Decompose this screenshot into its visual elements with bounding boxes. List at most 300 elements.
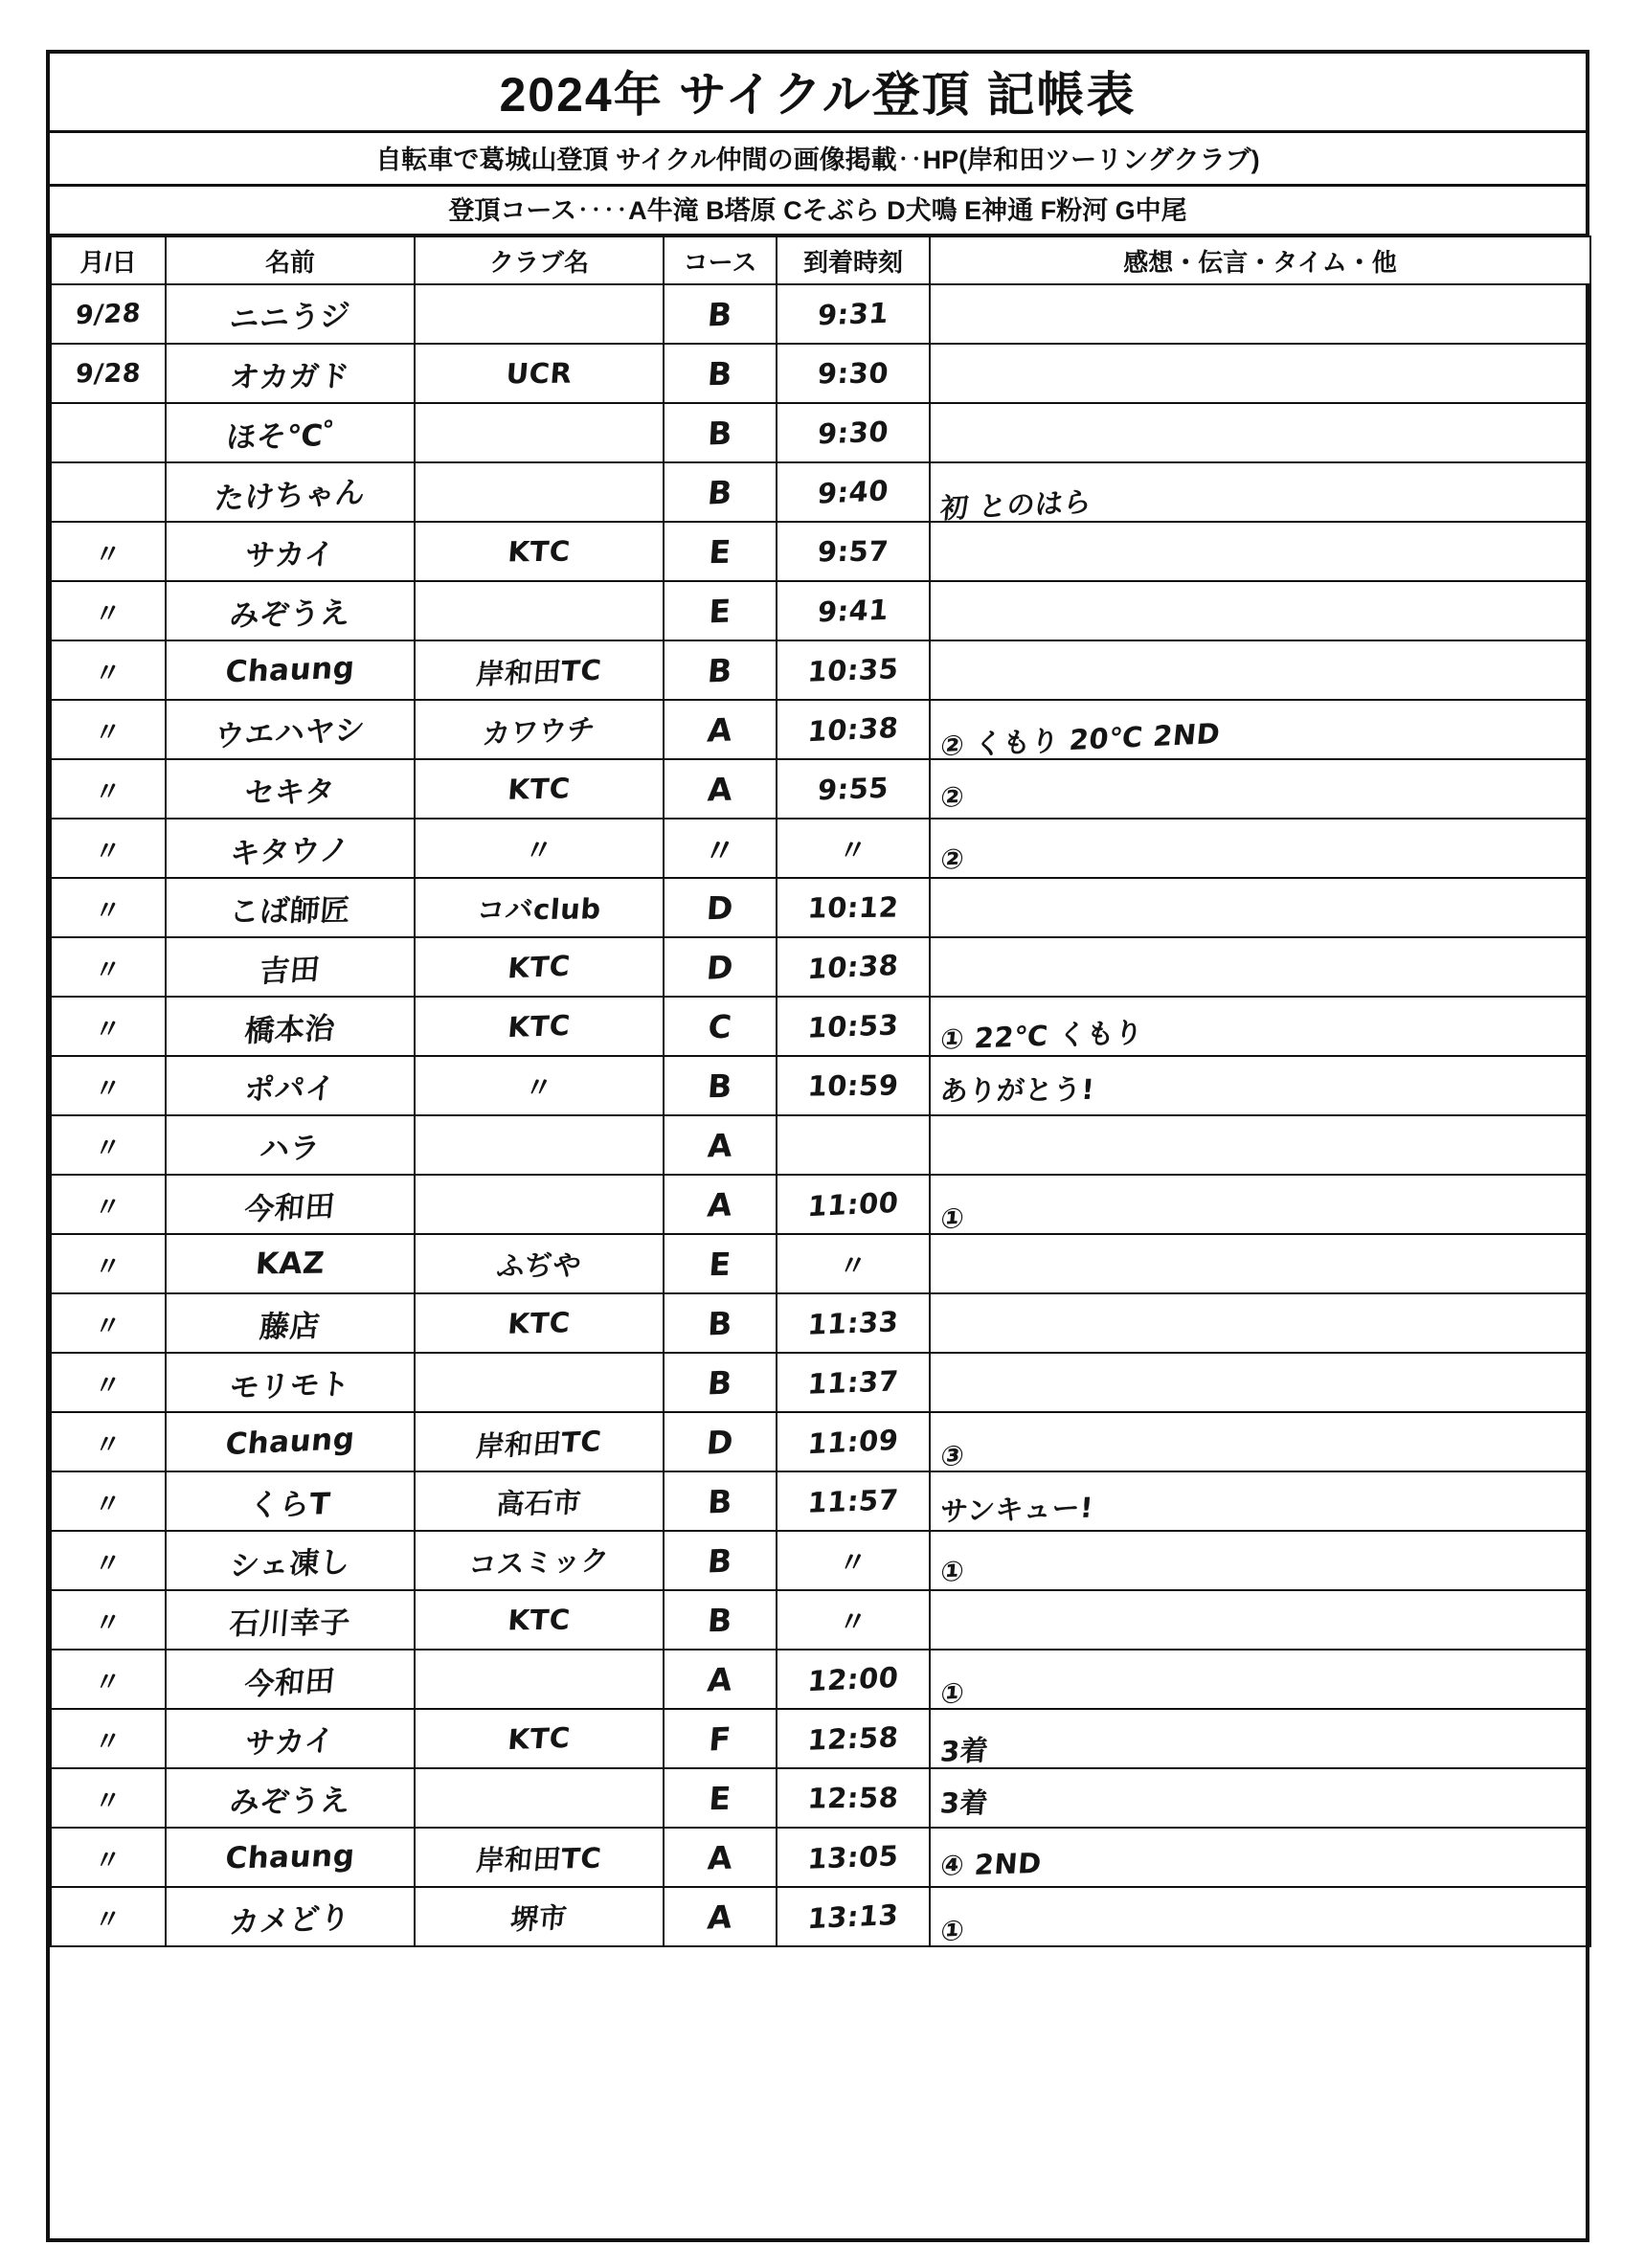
cell-date-text: 〃 (93, 1132, 123, 1164)
cell-course-text: B (706, 472, 734, 512)
cell-notes-text (931, 1260, 1589, 1267)
cell-name (166, 1056, 415, 1115)
cell-club-text: KTC (507, 1306, 572, 1340)
cell-name (166, 759, 415, 819)
cell-course (664, 937, 777, 997)
cell-notes (930, 284, 1590, 344)
cell-course (664, 1828, 777, 1887)
column-header-name: 名前 (166, 236, 415, 284)
cell-date-text: 〃 (93, 1428, 123, 1461)
cell-notes-text (931, 303, 1589, 326)
cell-notes-text (931, 952, 1589, 981)
cell-course-text: E (707, 1779, 733, 1817)
cell-club (415, 878, 664, 937)
cell-date (51, 1828, 166, 1887)
table-row (51, 1887, 1590, 1946)
table-row (51, 1175, 1590, 1234)
cell-name-text: こば師匠 (228, 892, 352, 930)
table-row (51, 1768, 1590, 1828)
cell-date-text: 〃 (93, 1488, 123, 1520)
cell-date (51, 1471, 166, 1531)
cell-date-text: 〃 (93, 954, 123, 986)
cell-name (166, 522, 415, 581)
page-title: 2024年 サイクル登頂 記帳表 (499, 68, 1137, 122)
cell-name (166, 1709, 415, 1768)
cell-notes (930, 1234, 1590, 1293)
cell-time (777, 997, 930, 1056)
cell-course-text: E (708, 592, 732, 630)
cell-notes-text (931, 370, 1589, 376)
cell-name-text: Chaung (223, 1838, 357, 1876)
cell-name (166, 581, 415, 640)
cell-date-text: 〃 (93, 1903, 123, 1936)
table-row (51, 581, 1590, 640)
cell-name-text: カメどり (228, 1899, 352, 1941)
cell-club-text (416, 486, 663, 498)
cell-club (415, 819, 664, 878)
cell-club (415, 581, 664, 640)
cell-time (777, 1650, 930, 1709)
cell-club-text (416, 1142, 663, 1147)
cell-course (664, 344, 777, 403)
cell-club-text: UCR (505, 356, 574, 391)
cell-time-text: 9:31 (816, 296, 890, 332)
cell-club-text (416, 1797, 663, 1800)
cell-time (777, 878, 930, 937)
cell-time (777, 759, 930, 819)
cell-time (777, 1056, 930, 1115)
cell-course (664, 522, 777, 581)
cell-name (166, 878, 415, 937)
cell-notes-text (931, 1136, 1589, 1154)
table-row (51, 1353, 1590, 1412)
cell-time (777, 1709, 930, 1768)
cell-name (166, 640, 415, 700)
cell-name-text: セキタ (243, 774, 337, 811)
cell-time-text: 12:58 (806, 1781, 900, 1815)
cell-notes (930, 937, 1590, 997)
cell-date (51, 1056, 166, 1115)
cell-date-text: 〃 (93, 716, 123, 749)
cell-club-text: 岸和田TC (475, 1424, 603, 1463)
cell-course-text: B (706, 1362, 734, 1403)
cell-name (166, 700, 415, 759)
table-row (51, 1412, 1590, 1471)
cell-club (415, 462, 664, 522)
cell-time-text: 10:38 (806, 948, 900, 986)
cell-notes (930, 1709, 1590, 1768)
cell-course-text: 〃 (702, 830, 738, 870)
cell-time-text: 9:57 (816, 534, 890, 569)
cell-club (415, 1293, 664, 1353)
cell-time-text: 12:58 (806, 1720, 900, 1757)
table-row (51, 1115, 1590, 1175)
cell-name (166, 1412, 415, 1471)
cell-notes-text: ② (938, 780, 966, 814)
cell-date (51, 937, 166, 997)
cell-course-text: B (707, 1304, 733, 1342)
cell-course-text: A (706, 1897, 734, 1937)
cell-date (51, 581, 166, 640)
cell-name-text: 今和田 (242, 1188, 337, 1227)
cell-club (415, 1175, 664, 1234)
cell-date (51, 1175, 166, 1234)
cell-time (777, 1768, 930, 1828)
cell-notes-text: ① 22℃ くもり (938, 1015, 1145, 1056)
cell-notes (930, 997, 1590, 1056)
cell-time (777, 819, 930, 878)
table-row (51, 1293, 1590, 1353)
cell-notes-text: ① (938, 1675, 966, 1711)
cell-time-text: 11:57 (806, 1483, 900, 1519)
cell-course-text: F (707, 1719, 733, 1758)
cell-course-text: B (707, 414, 733, 452)
cell-club (415, 1115, 664, 1175)
cell-notes (930, 819, 1590, 878)
cell-date-text: 〃 (93, 895, 123, 926)
cell-club-text: カワウチ (481, 711, 597, 751)
column-header-time: 到着時刻 (777, 236, 930, 284)
cell-name (166, 403, 415, 462)
cell-date (51, 1590, 166, 1650)
cell-date-text: 〃 (93, 775, 123, 808)
cell-course-text: A (706, 1184, 734, 1224)
cell-name (166, 1471, 415, 1531)
cell-time (777, 1293, 930, 1353)
cell-club-text: 堺市 (508, 1900, 569, 1936)
cell-notes (930, 1828, 1590, 1887)
cell-time (777, 1531, 930, 1590)
cell-notes (930, 759, 1590, 819)
cell-name-text: ほそ℃゜ (224, 417, 355, 455)
cell-name-text: 今和田 (242, 1663, 337, 1702)
table-row (51, 1471, 1590, 1531)
cell-date (51, 522, 166, 581)
cell-name-text: サカイ (243, 537, 336, 573)
table-row (51, 1056, 1590, 1115)
cell-course (664, 1412, 777, 1471)
table-row (51, 284, 1590, 344)
cell-date (51, 1887, 166, 1946)
cell-date (51, 344, 166, 403)
cell-course-text: D (705, 888, 735, 927)
cell-date-text: 〃 (93, 1547, 123, 1580)
cell-name-text: ポパイ (243, 1070, 337, 1108)
cell-time (777, 1828, 930, 1887)
cell-notes-text (931, 1616, 1589, 1623)
subtitle-line-1: 自転車で葛城山登頂 サイクル仲間の画像掲載‥HP(岸和田ツーリングクラブ) (375, 146, 1260, 174)
cell-notes (930, 640, 1590, 700)
cell-course-text: C (706, 1006, 734, 1046)
cell-course (664, 581, 777, 640)
cell-name (166, 1590, 415, 1650)
cell-time (777, 1234, 930, 1293)
cell-club (415, 1531, 664, 1590)
cell-course-text: B (707, 1482, 733, 1520)
cell-name-text: 橋本治 (242, 1010, 337, 1049)
table-row (51, 878, 1590, 937)
cell-date-text: 〃 (93, 539, 123, 570)
cell-notes-text: ③ (938, 1438, 966, 1473)
cell-notes-text: ① (938, 1201, 966, 1236)
table-row (51, 937, 1590, 997)
cell-club-text: KTC (507, 1603, 572, 1637)
cell-date-text: 〃 (93, 1310, 123, 1342)
cell-date (51, 1650, 166, 1709)
cell-name (166, 819, 415, 878)
column-header-date: 月/日 (51, 236, 166, 284)
cell-time-text: 11:09 (806, 1423, 900, 1461)
cell-course (664, 284, 777, 344)
subtitle-divider-1 (50, 184, 1586, 187)
cell-club (415, 1234, 664, 1293)
column-header-course: コース (664, 236, 777, 284)
cell-date-text (52, 430, 165, 436)
table-row (51, 403, 1590, 462)
cell-time-text: 9:30 (816, 356, 890, 391)
cell-notes-text: ② (938, 842, 966, 876)
cell-club (415, 1412, 664, 1471)
cell-date (51, 1412, 166, 1471)
column-header-notes: 感想・伝言・タイム・他 (930, 236, 1590, 284)
cell-club-text: KTC (506, 949, 573, 985)
cell-notes-text (931, 602, 1589, 619)
cell-date-text: 〃 (93, 1013, 123, 1045)
cell-club (415, 1709, 664, 1768)
cell-date (51, 640, 166, 700)
cell-club (415, 284, 664, 344)
cell-time-text: 13:05 (806, 1839, 900, 1875)
cell-date (51, 1293, 166, 1353)
cell-notes (930, 1412, 1590, 1471)
cell-club (415, 522, 664, 581)
cell-notes-text: ④ 2ND (938, 1846, 1044, 1882)
cell-notes (930, 1056, 1590, 1115)
cell-course (664, 1234, 777, 1293)
cell-club (415, 403, 664, 462)
form-frame (46, 50, 1589, 2242)
cell-notes-text (931, 904, 1589, 910)
cell-club (415, 1768, 664, 1828)
cell-course (664, 1887, 777, 1946)
cell-time (777, 1353, 930, 1412)
cell-date (51, 997, 166, 1056)
cell-date-text: 〃 (93, 1073, 123, 1104)
cell-club-text (416, 608, 663, 613)
cell-course-text: A (706, 1659, 734, 1699)
cell-name (166, 1234, 415, 1293)
cell-course (664, 462, 777, 522)
cell-club (415, 1590, 664, 1650)
cell-date-text: 〃 (93, 1666, 123, 1698)
table-row (51, 344, 1590, 403)
cell-name (166, 1768, 415, 1828)
cell-name (166, 284, 415, 344)
cell-notes (930, 403, 1590, 462)
cell-club (415, 759, 664, 819)
cell-date (51, 1115, 166, 1175)
cell-time (777, 581, 930, 640)
cell-notes (930, 522, 1590, 581)
entries-table (50, 236, 1591, 1947)
cell-date (51, 1709, 166, 1768)
cell-notes (930, 1115, 1590, 1175)
cell-notes (930, 344, 1590, 403)
cell-time-text: 13:13 (806, 1897, 900, 1936)
cell-course (664, 878, 777, 937)
cell-course (664, 1353, 777, 1412)
cell-notes (930, 878, 1590, 937)
cell-club-text (416, 1673, 663, 1685)
cell-time-text: 10:38 (806, 710, 900, 749)
table-row (51, 1531, 1590, 1590)
cell-club-text: 〃 (523, 1070, 554, 1104)
cell-course-text: A (706, 769, 734, 809)
cell-time-text: 10:53 (806, 1008, 900, 1044)
cell-date (51, 462, 166, 522)
cell-club-text: KTC (506, 1720, 572, 1757)
cell-time (777, 1175, 930, 1234)
cell-notes-text: ありがとう! (938, 1072, 1096, 1108)
cell-date (51, 403, 166, 462)
cell-date (51, 1234, 166, 1293)
cell-date-text: 〃 (93, 1844, 123, 1876)
cell-course-text: B (706, 650, 734, 690)
cell-time (777, 344, 930, 403)
cell-time-text: 11:33 (806, 1305, 900, 1341)
cell-notes-text (931, 1314, 1589, 1332)
table-row (51, 759, 1590, 819)
table-row (51, 462, 1590, 522)
table-row (51, 1709, 1590, 1768)
cell-time-text: 9:55 (816, 771, 890, 807)
cell-club-text (416, 1199, 663, 1210)
cell-name (166, 1353, 415, 1412)
cell-name (166, 937, 415, 997)
cell-notes (930, 462, 1590, 525)
cell-time (777, 284, 930, 344)
table-row (51, 997, 1590, 1056)
cell-course (664, 997, 777, 1056)
cell-club-text (416, 1378, 663, 1386)
cell-name-text: シェ凍し (228, 1544, 351, 1583)
cell-time (777, 522, 930, 581)
cell-date-text: 〃 (93, 1785, 123, 1816)
cell-time (777, 937, 930, 997)
cell-date-text: 9/28 (74, 358, 143, 389)
cell-course-text: E (707, 1245, 733, 1283)
cell-course (664, 640, 777, 700)
cell-course (664, 1175, 777, 1234)
cell-course-text: A (706, 709, 734, 750)
cell-time-text: 10:35 (806, 652, 900, 688)
cell-club (415, 1353, 664, 1412)
cell-time (777, 1471, 930, 1531)
cell-club-text (416, 309, 663, 318)
cell-date (51, 1768, 166, 1828)
cell-notes (930, 1531, 1590, 1590)
cell-notes-text: 3着 (938, 1733, 990, 1768)
cell-name-text: たけちゃん (213, 474, 368, 517)
cell-name-text: Chaung (223, 650, 357, 690)
cell-course (664, 1768, 777, 1828)
cell-name-text: みぞうえ (228, 1783, 352, 1820)
cell-club (415, 344, 664, 403)
cell-name-text: ウエハヤシ (213, 711, 367, 754)
cell-course (664, 1531, 777, 1590)
cell-date (51, 1531, 166, 1590)
cell-notes (930, 1175, 1590, 1234)
cell-notes (930, 1887, 1590, 1946)
cell-time-text: 〃 (837, 1605, 868, 1638)
cell-notes (930, 1293, 1590, 1353)
cell-course-text: A (706, 1125, 734, 1165)
table-row (51, 700, 1590, 759)
cell-notes-text: 3着 (938, 1785, 990, 1820)
table-row (51, 1828, 1590, 1887)
cell-time-text: 〃 (837, 1248, 868, 1282)
cell-name-text: KAZ (254, 1246, 327, 1282)
cell-name-text: Chaung (223, 1421, 357, 1463)
cell-name (166, 1887, 415, 1946)
cell-name (166, 1175, 415, 1234)
cell-time (777, 1887, 930, 1946)
cell-name-text: サカイ (243, 1722, 336, 1762)
cell-time-text: 12:00 (806, 1660, 900, 1698)
cell-time-text: 11:37 (806, 1364, 900, 1401)
cell-notes-text (931, 424, 1589, 441)
table-row (51, 1234, 1590, 1293)
cell-name-text: ハラ (258, 1130, 322, 1167)
cell-course (664, 1471, 777, 1531)
cell-time (777, 1590, 930, 1650)
cell-club (415, 700, 664, 759)
cell-club (415, 1056, 664, 1115)
cell-notes-text (931, 548, 1589, 554)
cell-notes (930, 1353, 1590, 1412)
cell-course-text: A (706, 1837, 734, 1877)
cell-course-text: D (705, 1422, 735, 1462)
cell-course (664, 759, 777, 819)
cell-name (166, 1650, 415, 1709)
cell-name-text: みぞうえ (228, 595, 352, 633)
cell-date-text: 〃 (93, 657, 123, 689)
cell-notes (930, 581, 1590, 640)
cell-name-text: くらT (247, 1486, 332, 1523)
cell-time-text: 〃 (837, 832, 869, 867)
cell-name (166, 1293, 415, 1353)
cell-club-text: 〃 (523, 832, 555, 867)
cell-course-text: E (707, 532, 733, 571)
table-row (51, 522, 1590, 581)
cell-time-text: 9:41 (816, 593, 890, 629)
cell-course (664, 1590, 777, 1650)
column-header-club: クラブ名 (415, 236, 664, 284)
cell-club-text: KTC (507, 772, 572, 806)
cell-course-text: B (706, 354, 734, 393)
cell-course (664, 700, 777, 759)
cell-course (664, 1056, 777, 1115)
cell-date-text: 〃 (93, 597, 123, 630)
cell-date-text: 〃 (93, 1251, 123, 1282)
cell-time-text: 11:00 (806, 1185, 900, 1224)
cell-club (415, 997, 664, 1056)
cell-club-text: KTC (506, 1008, 572, 1044)
cell-time-text: 10:12 (806, 890, 900, 925)
cell-notes (930, 1590, 1590, 1650)
cell-time-text: 9:40 (816, 474, 890, 510)
table-row (51, 1650, 1590, 1709)
